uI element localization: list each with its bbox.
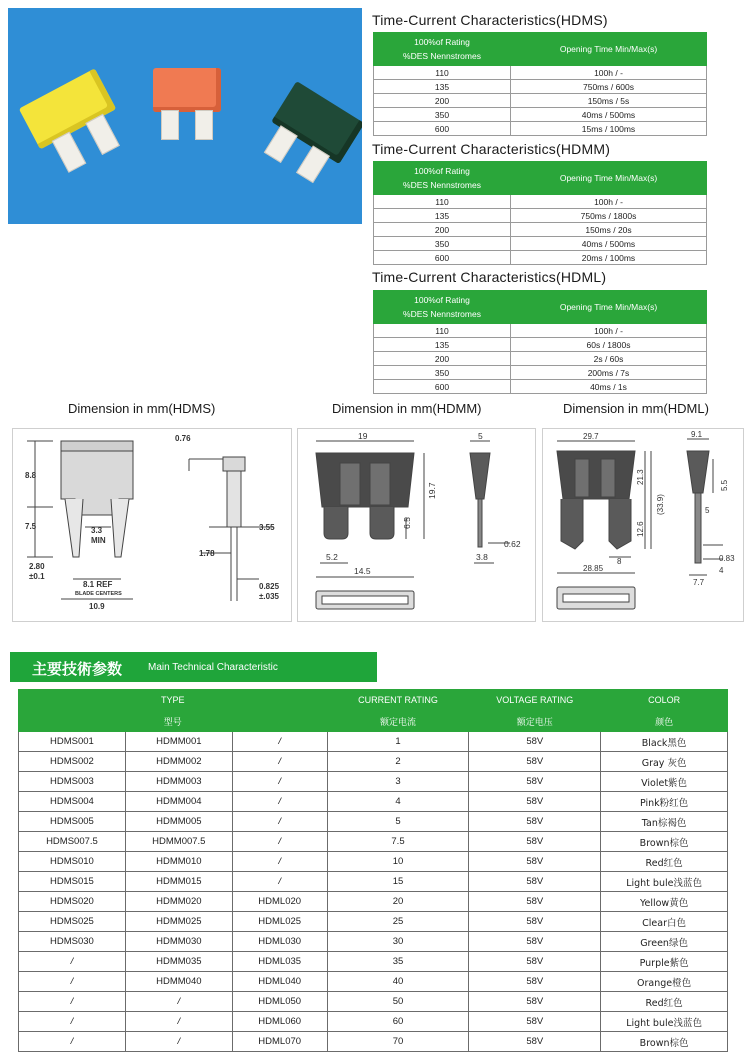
cell-hdmm: HDMM015 xyxy=(125,872,232,892)
dim-title-hdms: Dimension in mm(HDMS) xyxy=(68,401,216,416)
table-row: 135 60s / 1800s xyxy=(374,338,707,352)
dim-label: 14.5 xyxy=(354,566,371,576)
cell-color: Brown棕色 xyxy=(601,1032,728,1052)
cell-voltage: 58V xyxy=(469,772,601,792)
tc-title-hdms: Time-Current Characteristics(HDMS) xyxy=(372,12,608,28)
tc-header-time: Opening Time Min/Max(s) xyxy=(511,291,707,324)
dim-label: 8.8 xyxy=(25,471,37,480)
dim-label: 19 xyxy=(358,431,368,441)
cell-hdmm: / xyxy=(125,992,232,1012)
cell-hdms: / xyxy=(19,992,126,1012)
cell-current: 2 xyxy=(327,752,469,772)
cell-voltage: 58V xyxy=(469,752,601,772)
cell-color: Brown棕色 xyxy=(601,832,728,852)
tc-title-hdmm: Time-Current Characteristics(HDMM) xyxy=(372,141,611,157)
dim-label: 8.1 REF xyxy=(83,580,113,589)
cell-hdms: / xyxy=(19,972,126,992)
cell-color: Black黑色 xyxy=(601,732,728,752)
cell-current: 4 xyxy=(327,792,469,812)
cell-color: Red红色 xyxy=(601,992,728,1012)
cell-current: 5 xyxy=(327,812,469,832)
cell-voltage: 58V xyxy=(469,832,601,852)
header-color: COLOR xyxy=(601,690,728,711)
dim-label: 9.1 xyxy=(691,430,703,439)
tc-table-hdmm xyxy=(373,161,707,265)
cell-voltage: 58V xyxy=(469,732,601,752)
cell-current: 25 xyxy=(327,912,469,932)
cell-hdml: / xyxy=(232,852,327,872)
tc-header-time: Opening Time Min/Max(s) xyxy=(511,33,707,66)
cell-voltage: 58V xyxy=(469,1032,601,1052)
cell-hdms: / xyxy=(19,952,126,972)
cell-voltage: 58V xyxy=(469,892,601,912)
table-row xyxy=(19,752,728,772)
table-row xyxy=(19,812,728,832)
dim-label: ±.035 xyxy=(259,592,279,601)
table-row xyxy=(19,952,728,972)
cell-color: Light bule浅蓝色 xyxy=(601,1012,728,1032)
cell-color: Gray 灰色 xyxy=(601,752,728,772)
dimension-drawing-hdml xyxy=(542,428,744,622)
header-voltage-cn: 额定电压 xyxy=(469,711,601,732)
dim-label: 10.9 xyxy=(89,602,105,611)
table-row: 600 20ms / 100ms xyxy=(374,251,707,265)
tc-table-hdml xyxy=(373,290,707,394)
cell-color: Yellow黄色 xyxy=(601,892,728,912)
table-row xyxy=(19,1032,728,1052)
table-row xyxy=(19,992,728,1012)
header-type: TYPE xyxy=(19,690,328,711)
cell-color: Red红色 xyxy=(601,852,728,872)
dim-label: 5 xyxy=(478,431,483,441)
table-row: 110 100h / - xyxy=(374,195,707,209)
tc-header-rating: 100%of Rating %DES Nennstromes xyxy=(374,162,511,195)
dim-label: 8 xyxy=(617,557,622,566)
dim-label: 7.5 xyxy=(25,522,37,531)
dim-label: 21.3 xyxy=(636,469,645,485)
table-row xyxy=(19,732,728,752)
cell-voltage: 58V xyxy=(469,912,601,932)
tc-table-hdms xyxy=(373,32,707,136)
cell-hdms: HDMS010 xyxy=(19,852,126,872)
cell-color: Light bule浅蓝色 xyxy=(601,872,728,892)
tc-title-hdml: Time-Current Characteristics(HDML) xyxy=(372,269,607,285)
dim-label: 12.6 xyxy=(636,521,645,537)
spec-table xyxy=(18,689,728,1052)
dim-label: BLADE CENTERS xyxy=(75,591,122,597)
cell-voltage: 58V xyxy=(469,792,601,812)
cell-voltage: 58V xyxy=(469,812,601,832)
cell-voltage: 58V xyxy=(469,932,601,952)
yellow-fuse-image xyxy=(19,66,144,193)
orange-fuse-image xyxy=(153,68,223,148)
dim-label: 6.5 xyxy=(402,517,412,529)
cell-voltage: 58V xyxy=(469,952,601,972)
cell-current: 30 xyxy=(327,932,469,952)
cell-hdml: HDML020 xyxy=(232,892,327,912)
cell-hdmm: HDMM035 xyxy=(125,952,232,972)
cell-color: Orange橙色 xyxy=(601,972,728,992)
cell-voltage: 58V xyxy=(469,972,601,992)
dim-label: 5.2 xyxy=(326,552,338,562)
cell-current: 1 xyxy=(327,732,469,752)
table-row: 135 750ms / 600s xyxy=(374,80,707,94)
cell-hdms: / xyxy=(19,1032,126,1052)
dimension-drawing-hdms xyxy=(12,428,292,622)
spec-table-body xyxy=(19,732,728,1052)
table-row xyxy=(19,852,728,872)
banner-title-en: Main Technical Characteristic xyxy=(148,662,278,673)
cell-hdmm: HDMM020 xyxy=(125,892,232,912)
cell-hdml: HDML025 xyxy=(232,912,327,932)
cell-color: Tan棕褐色 xyxy=(601,812,728,832)
dim-title-hdmm: Dimension in mm(HDMM) xyxy=(332,401,482,416)
cell-hdms: HDMS001 xyxy=(19,732,126,752)
dim-label: 2.80 xyxy=(29,562,45,571)
table-row xyxy=(19,1012,728,1032)
cell-hdml: / xyxy=(232,772,327,792)
cell-hdmm: / xyxy=(125,1012,232,1032)
banner-title-cn: 主要技術参数 xyxy=(32,660,123,678)
dim-label: 1.78 xyxy=(199,549,215,558)
dim-label: 7.7 xyxy=(693,578,705,587)
cell-hdml: / xyxy=(232,792,327,812)
table-row: 200 2s / 60s xyxy=(374,352,707,366)
cell-hdms: HDMS004 xyxy=(19,792,126,812)
header-current: CURRENT RATING xyxy=(327,690,469,711)
cell-hdml: HDML040 xyxy=(232,972,327,992)
cell-hdml: HDML060 xyxy=(232,1012,327,1032)
tc-header-rating: 100%of Rating %DES Nennstromes xyxy=(374,291,511,324)
table-row xyxy=(19,912,728,932)
cell-hdml: / xyxy=(232,832,327,852)
cell-current: 7.5 xyxy=(327,832,469,852)
table-row: 600 40ms / 1s xyxy=(374,380,707,394)
header-voltage: VOLTAGE RATING xyxy=(469,690,601,711)
dim-label: MIN xyxy=(91,536,106,545)
table-row: 350 200ms / 7s xyxy=(374,366,707,380)
cell-hdmm: HDMM004 xyxy=(125,792,232,812)
cell-voltage: 58V xyxy=(469,1012,601,1032)
cell-hdml: / xyxy=(232,752,327,772)
cell-current: 10 xyxy=(327,852,469,872)
dim-label: (33.9) xyxy=(656,494,665,515)
header-current-cn: 额定电流 xyxy=(327,711,469,732)
header-type-cn: 型号 xyxy=(19,711,328,732)
header-color-cn: 颜色 xyxy=(601,711,728,732)
dim-label: 3.8 xyxy=(476,552,488,562)
cell-current: 50 xyxy=(327,992,469,1012)
table-row: 110 100h / - xyxy=(374,324,707,338)
dim-label: 0.62 xyxy=(504,539,521,549)
cell-voltage: 58V xyxy=(469,852,601,872)
cell-hdmm: HDMM030 xyxy=(125,932,232,952)
cell-current: 70 xyxy=(327,1032,469,1052)
cell-hdml: / xyxy=(232,872,327,892)
cell-hdml: HDML070 xyxy=(232,1032,327,1052)
table-row: 200 150ms / 5s xyxy=(374,94,707,108)
cell-hdml: HDML050 xyxy=(232,992,327,1012)
cell-current: 60 xyxy=(327,1012,469,1032)
table-row: 600 15ms / 100ms xyxy=(374,122,707,136)
tc-header-rating: 100%of Rating %DES Nennstromes xyxy=(374,33,511,66)
cell-hdmm: HDMM003 xyxy=(125,772,232,792)
cell-hdms: HDMS025 xyxy=(19,912,126,932)
dim-label: 19.7 xyxy=(427,482,437,499)
cell-hdmm: HDMM001 xyxy=(125,732,232,752)
cell-voltage: 58V xyxy=(469,872,601,892)
table-row: 350 40ms / 500ms xyxy=(374,237,707,251)
cell-current: 35 xyxy=(327,952,469,972)
tc-header-time: Opening Time Min/Max(s) xyxy=(511,162,707,195)
cell-color: Green绿色 xyxy=(601,932,728,952)
dim-label: 3.55 xyxy=(259,523,275,532)
product-photo xyxy=(8,8,362,224)
dim-label: 29.7 xyxy=(583,432,599,441)
cell-hdms: HDMS002 xyxy=(19,752,126,772)
dim-title-hdml: Dimension in mm(HDML) xyxy=(563,401,709,416)
cell-current: 3 xyxy=(327,772,469,792)
dim-label: 0.825 xyxy=(259,582,280,591)
table-row xyxy=(19,932,728,952)
cell-hdmm: HDMM007.5 xyxy=(125,832,232,852)
cell-hdmm: HDMM005 xyxy=(125,812,232,832)
cell-hdml: / xyxy=(232,732,327,752)
table-row: 110 100h / - xyxy=(374,66,707,80)
cell-hdms: HDMS020 xyxy=(19,892,126,912)
green-fuse-image xyxy=(249,81,362,205)
table-row xyxy=(19,792,728,812)
dim-label: 5.5 xyxy=(720,479,729,491)
table-row xyxy=(19,772,728,792)
table-row xyxy=(19,972,728,992)
table-row: 135 750ms / 1800s xyxy=(374,209,707,223)
cell-current: 40 xyxy=(327,972,469,992)
cell-color: Clear白色 xyxy=(601,912,728,932)
cell-hdmm: HDMM010 xyxy=(125,852,232,872)
table-row: 200 150ms / 20s xyxy=(374,223,707,237)
cell-color: Pink粉红色 xyxy=(601,792,728,812)
table-row xyxy=(19,872,728,892)
dim-label: 5 xyxy=(705,506,710,515)
cell-hdms: HDMS003 xyxy=(19,772,126,792)
section-banner xyxy=(10,652,377,682)
dim-label: 0.76 xyxy=(175,434,191,443)
cell-hdml: / xyxy=(232,812,327,832)
cell-hdmm: HDMM025 xyxy=(125,912,232,932)
cell-hdms: HDMS007.5 xyxy=(19,832,126,852)
table-row xyxy=(19,832,728,852)
cell-hdmm: HDMM040 xyxy=(125,972,232,992)
cell-hdms: HDMS005 xyxy=(19,812,126,832)
cell-hdms: HDMS030 xyxy=(19,932,126,952)
dimension-drawing-hdmm xyxy=(297,428,536,622)
dim-label: 4 xyxy=(719,566,724,575)
cell-color: Violet紫色 xyxy=(601,772,728,792)
cell-hdmm: HDMM002 xyxy=(125,752,232,772)
cell-hdms: HDMS015 xyxy=(19,872,126,892)
table-row: 350 40ms / 500ms xyxy=(374,108,707,122)
cell-hdms: / xyxy=(19,1012,126,1032)
cell-color: Purple紫色 xyxy=(601,952,728,972)
cell-voltage: 58V xyxy=(469,992,601,1012)
cell-current: 20 xyxy=(327,892,469,912)
dim-label: 3.3 xyxy=(91,526,103,535)
cell-hdml: HDML035 xyxy=(232,952,327,972)
cell-hdml: HDML030 xyxy=(232,932,327,952)
dim-label: 28.85 xyxy=(583,564,604,573)
cell-current: 15 xyxy=(327,872,469,892)
cell-hdmm: / xyxy=(125,1032,232,1052)
table-row xyxy=(19,892,728,912)
dim-label: ±0.1 xyxy=(29,572,45,581)
dim-label: 0.83 xyxy=(719,554,735,563)
